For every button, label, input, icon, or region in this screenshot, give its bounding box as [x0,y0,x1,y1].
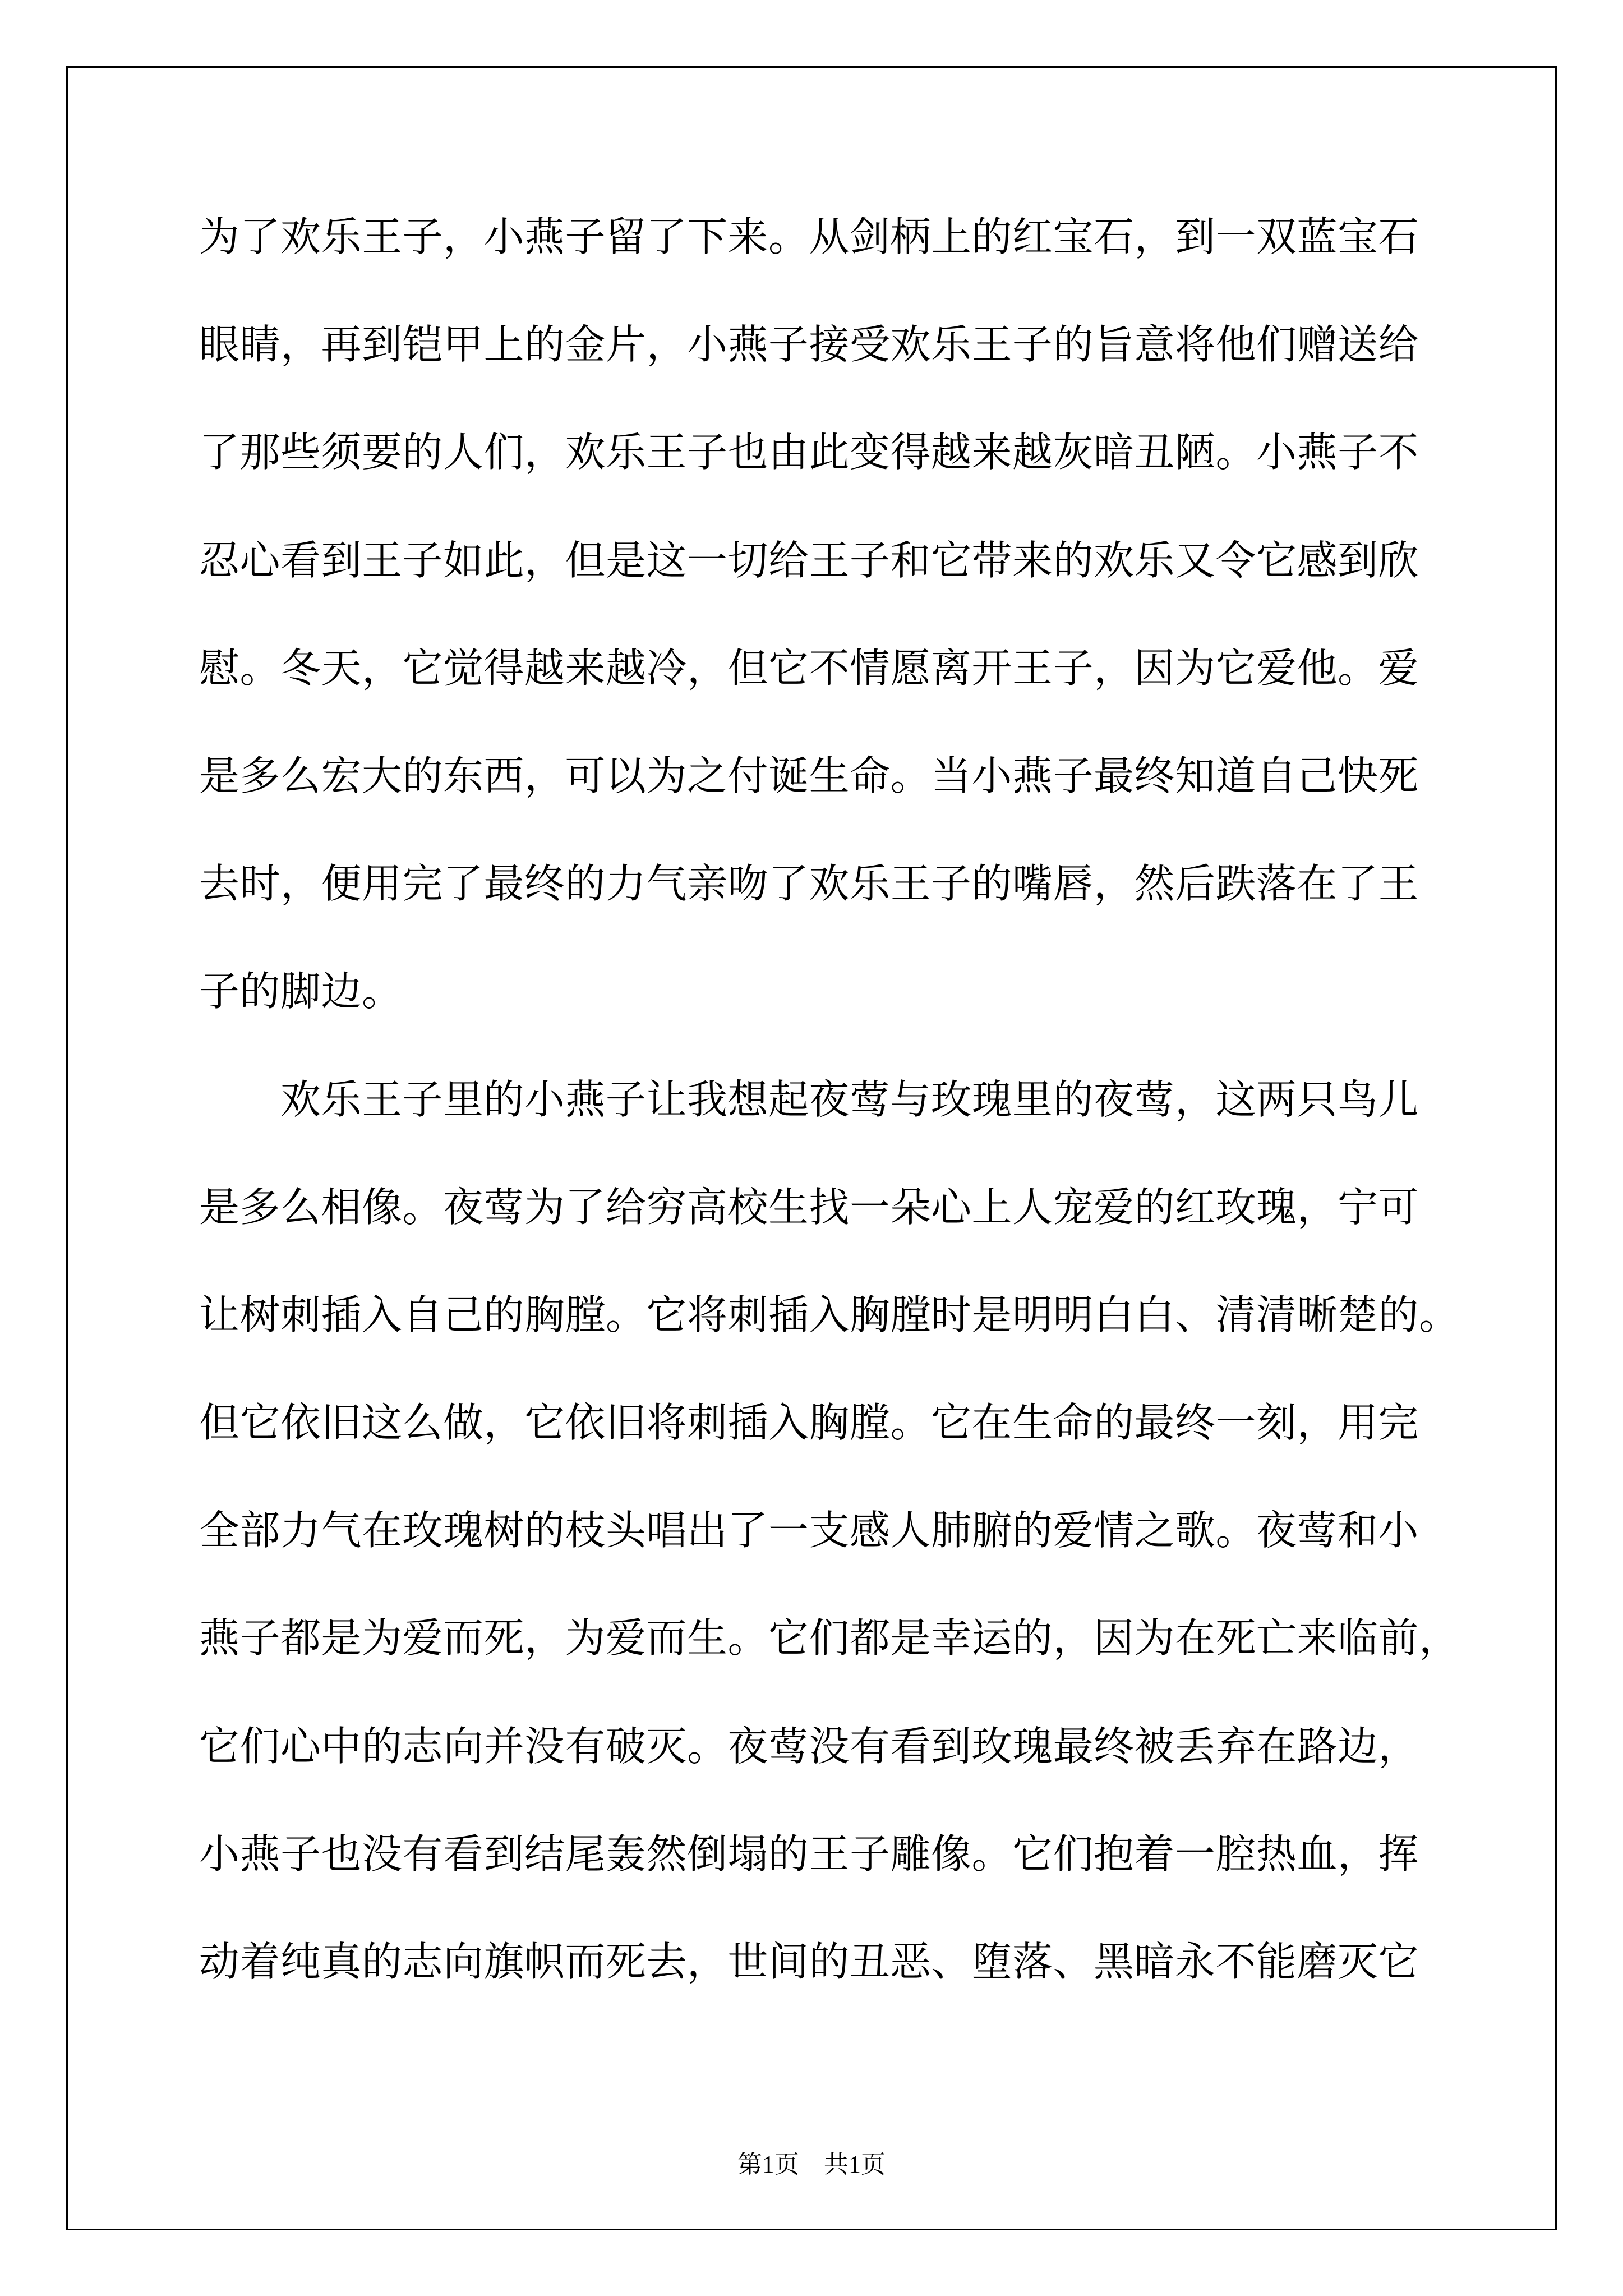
text-line: 全部力气在玫瑰树的枝头唱出了一支感人肺腑的爱情之歌。夜莺和小 [199,1507,1419,1554]
text-line: 眼睛，再到铠甲上的金片，小燕子接受欢乐王子的旨意将他们赠送给 [199,321,1419,369]
text-line: 了那些须要的人们，欢乐王子也由此变得越来越灰暗丑陋。小燕子不 [199,429,1419,476]
page-footer: 第1页 共1页 [737,2151,886,2178]
text-line: 小燕子也没有看到结尾轰然倒塌的王子雕像。它们抱着一腔热血，挥 [199,1830,1419,1878]
text-line: 但它依旧这么做，它依旧将刺插入胸膛。它在生命的最终一刻，用完 [199,1399,1419,1447]
text-line: 去时，便用完了最终的力气亲吻了欢乐王子的嘴唇，然后跌落在了王 [199,860,1419,908]
text-line: 是多么相像。夜莺为了给穷高校生找一朵心上人宠爱的红玫瑰，宁可 [199,1183,1419,1231]
text-line: 动着纯真的志向旗帜而死去，世间的丑恶、堕落、黑暗永不能磨灭它 [199,1938,1419,1985]
text-line: 忍心看到王子如此，但是这一切给王子和它带来的欢乐又令它感到欣 [199,536,1419,584]
text-line: 为了欢乐王子，小燕子留了下来。从剑柄上的红宝石，到一双蓝宝石 [199,213,1419,260]
text-line: 子的脚边。 [199,968,403,1015]
text-line: 欢乐王子里的小燕子让我想起夜莺与玫瑰里的夜莺，这两只鸟儿 [199,1075,1419,1123]
text-line: 燕子都是为爱而死，为爱而生。它们都是幸运的，因为在死亡来临前， [199,1614,1460,1662]
text-line: 它们心中的志向并没有破灭。夜莺没有看到玫瑰最终被丢弃在路边， [199,1722,1419,1770]
text-line: 慰。冬天，它觉得越来越冷，但它不情愿离开王子，因为它爱他。爱 [199,644,1419,692]
text-line: 是多么宏大的东西，可以为之付诞生命。当小燕子最终知道自己快死 [199,752,1419,799]
document-body [199,209,1467,2041]
text-line: 让树刺插入自己的胸膛。它将刺插入胸膛时是明明白白、清清晰楚的。 [199,1291,1460,1338]
